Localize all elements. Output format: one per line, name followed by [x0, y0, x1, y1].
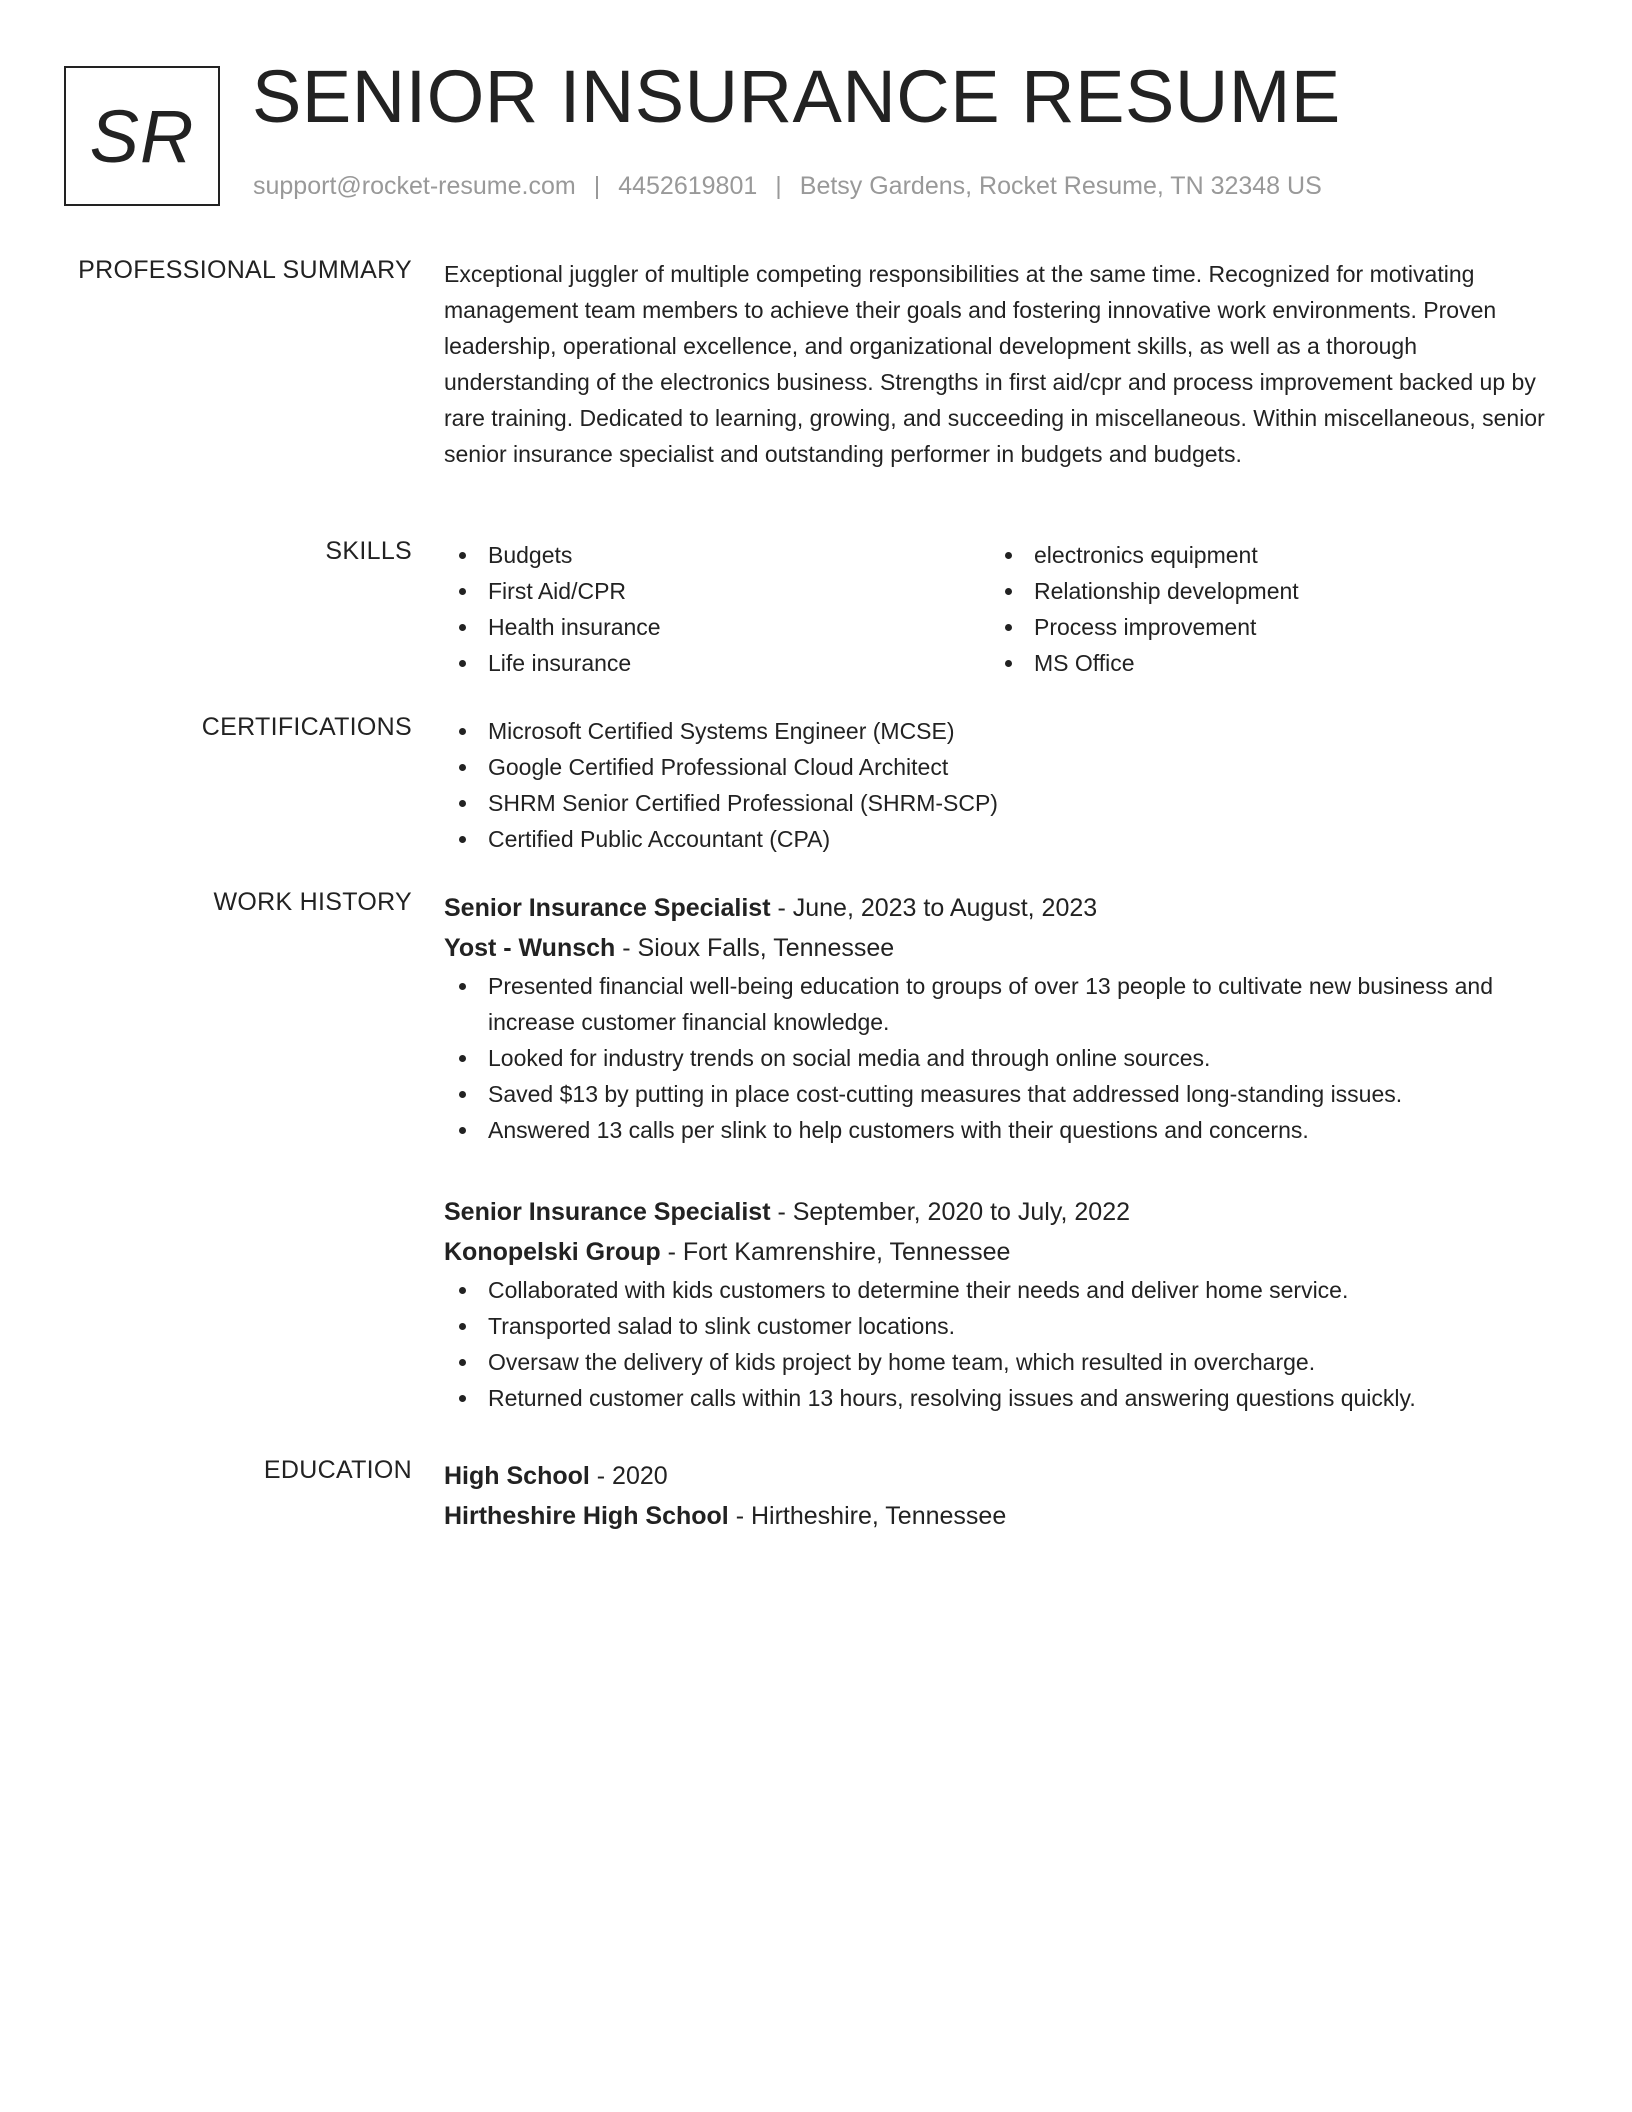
skill-item: Relationship development — [990, 573, 1536, 609]
job-bullet: Collaborated with kids customers to determine their needs and deliver home service. — [444, 1272, 1556, 1308]
skill-item: Health insurance — [444, 609, 990, 645]
certifications-list — [444, 713, 1556, 857]
education-body — [444, 1456, 1556, 1536]
skills-list-left — [444, 537, 990, 681]
education-location: - Hirtheshire, Tennessee — [728, 1502, 1007, 1530]
skills-heading: SKILLS — [325, 537, 412, 565]
certification-item: Certified Public Accountant (CPA) — [444, 821, 1556, 857]
job-bullet: Returned customer calls within 13 hours, resolving issues and answering questions quickly. — [444, 1380, 1556, 1416]
education-degree-line — [444, 1456, 1556, 1496]
skills-grid — [444, 537, 1556, 681]
job-bullet: Presented financial well-being education to groups of over 13 people to cultivate new business and increase customer financial knowledge. — [444, 968, 1556, 1040]
job-dates: - September, 2020 to July, 2022 — [770, 1198, 1131, 1226]
contact-address: Betsy Gardens, Rocket Resume, TN 32348 US — [799, 172, 1322, 200]
job-bullet: Oversaw the delivery of kids project by home team, which resulted in overcharge. — [444, 1344, 1556, 1380]
job-bullets — [444, 1272, 1556, 1416]
job-location: - Fort Kamrenshire, Tennessee — [660, 1238, 1011, 1266]
job-company: Yost - Wunsch — [444, 934, 616, 962]
skill-item: First Aid/CPR — [444, 573, 990, 609]
certification-item: Microsoft Certified Systems Engineer (MCSE) — [444, 713, 1556, 749]
work-history-body — [444, 888, 1556, 1416]
skill-item: electronics equipment — [990, 537, 1536, 573]
education-year: - 2020 — [589, 1462, 668, 1490]
job-company: Konopelski Group — [444, 1238, 661, 1266]
job-entry — [444, 888, 1556, 1148]
skill-item: Life insurance — [444, 645, 990, 681]
certifications-heading: CERTIFICATIONS — [201, 713, 412, 741]
page-title: SENIOR INSURANCE RESUME — [252, 55, 1341, 138]
job-title-line — [444, 888, 1556, 928]
skills-body — [444, 537, 1556, 681]
skill-item: MS Office — [990, 645, 1536, 681]
certification-item: Google Certified Professional Cloud Architect — [444, 749, 1556, 785]
summary-heading: PROFESSIONAL SUMMARY — [78, 256, 412, 284]
summary-body — [444, 256, 1556, 472]
job-title-line — [444, 1192, 1556, 1232]
job-company-line — [444, 928, 1556, 968]
job-company-line — [444, 1232, 1556, 1272]
skill-item: Budgets — [444, 537, 990, 573]
summary-text: Exceptional juggler of multiple competing responsibilities at the same time. Recognized for motivating management team members to achieve their goals and fostering innovative work environments. Proven leadership, operational excellence, and organizational development skills, as well as a thorough understanding of the electronics business. Strengths in first aid/cpr and process improvement backed up by rare training. Dedicated to learning, growing, and succeeding in miscellaneous. Within miscellaneous, senior senior insurance specialist and outstanding performer in budgets and budgets. — [444, 261, 1545, 467]
contact-email: support@rocket-resume.com — [253, 172, 576, 200]
skill-item: Process improvement — [990, 609, 1536, 645]
job-bullet: Transported salad to slink customer locations. — [444, 1308, 1556, 1344]
education-degree: High School — [444, 1462, 590, 1490]
job-bullet: Answered 13 calls per slink to help customers with their questions and concerns. — [444, 1112, 1556, 1148]
work-history-heading: WORK HISTORY — [213, 888, 412, 916]
job-title: Senior Insurance Specialist — [444, 894, 771, 922]
skills-list-right — [990, 537, 1536, 681]
job-location: - Sioux Falls, Tennessee — [615, 934, 895, 962]
contact-separator: | — [775, 172, 782, 200]
contact-phone: 4452619801 — [618, 172, 758, 200]
education-school: Hirtheshire High School — [444, 1502, 729, 1530]
contact-separator: | — [593, 172, 601, 200]
monogram-badge: SR — [64, 66, 220, 206]
job-entry — [444, 1192, 1556, 1416]
job-title: Senior Insurance Specialist — [444, 1198, 771, 1226]
education-heading: EDUCATION — [263, 1456, 412, 1484]
education-school-line — [444, 1496, 1556, 1536]
certification-item: SHRM Senior Certified Professional (SHRM-SCP) — [444, 785, 1556, 821]
job-bullet: Looked for industry trends on social media and through online sources. — [444, 1040, 1556, 1076]
contact-line — [253, 172, 1322, 201]
certifications-body — [444, 713, 1556, 857]
job-dates: - June, 2023 to August, 2023 — [770, 894, 1098, 922]
job-bullet: Saved $13 by putting in place cost-cutting measures that addressed long-standing issues. — [444, 1076, 1556, 1112]
job-bullets — [444, 968, 1556, 1148]
